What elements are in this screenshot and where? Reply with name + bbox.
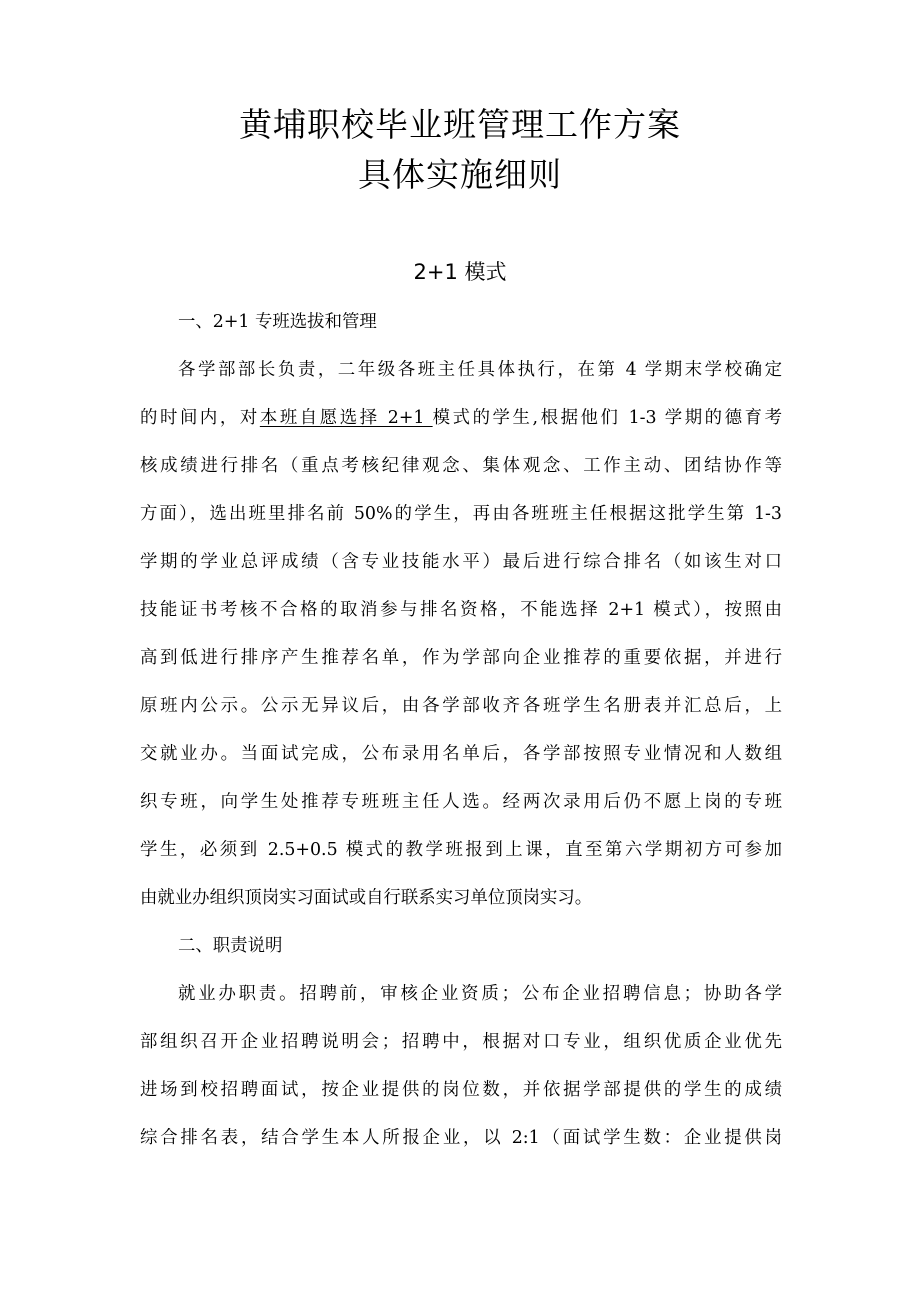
paragraph-line: 方面），选出班里排名前 50%的学生，再由各班班主任根据这批学生第 1-3 (140, 504, 782, 524)
paragraph-line: 交就业办。当面试完成，公布录用名单后，各学部按照专业情况和人数组 (140, 744, 782, 764)
document-body (140, 306, 782, 1170)
paragraph-line: 织专班，向学生处推荐专班班主任人选。经两次录用后仍不愿上岗的专班 (140, 792, 782, 812)
paragraph-line: 高到低进行排序产生推荐名单，作为学部向企业推荐的重要依据，并进行 (140, 648, 782, 668)
paragraph-line: 学期的学业总评成绩（含专业技能水平）最后进行综合排名（如该生对口 (140, 552, 782, 572)
paragraph-line: 由就业办组织顶岗实习面试或自行联系实习单位顶岗实习。 (140, 888, 593, 908)
paragraph-line: 技能证书考核不合格的取消参与排名资格，不能选择 2+1 模式），按照由 (140, 600, 782, 620)
paragraph-line: 进场到校招聘面试，按企业提供的岗位数，并依据学部提供的学生的成绩 (140, 1080, 782, 1100)
document-subtitle: 具体实施细则 (358, 155, 562, 194)
paragraph-text: 的时间内，对 (140, 408, 260, 428)
section-heading: 一、2+1 专班选拔和管理 (178, 312, 377, 332)
underlined-text: 本班自愿选择 2+1 (259, 408, 433, 428)
paragraph-line: 原班内公示。公示无异议后，由各学部收齐各班学生名册表并汇总后，上 (140, 696, 782, 716)
section-heading: 二、职责说明 (178, 936, 283, 956)
mode-heading: 2+1 模式 (413, 260, 507, 284)
paragraph-line (140, 402, 782, 450)
paragraph-line: 综合排名表，结合学生本人所报企业，以 2:1（面试学生数：企业提供岗 (140, 1128, 782, 1148)
paragraph-line: 核成绩进行排名（重点考核纪律观念、集体观念、工作主动、团结协作等 (140, 456, 782, 476)
paragraph-line: 部组织召开企业招聘说明会；招聘中，根据对口专业，组织优质企业优先 (140, 1032, 782, 1052)
paragraph-text: 模式的学生,根据他们 1-3 学期的德育考 (432, 408, 782, 428)
paragraph-line: 学生，必须到 2.5+0.5 模式的教学班报到上课，直至第六学期初方可参加 (140, 840, 782, 860)
paragraph-line: 就业办职责。招聘前，审核企业资质；公布企业招聘信息；协助各学 (178, 984, 782, 1004)
paragraph-line: 各学部部长负责，二年级各班主任具体执行，在第 4 学期末学校确定 (178, 360, 782, 380)
document-title: 黄埔职校毕业班管理工作方案 (239, 105, 681, 144)
